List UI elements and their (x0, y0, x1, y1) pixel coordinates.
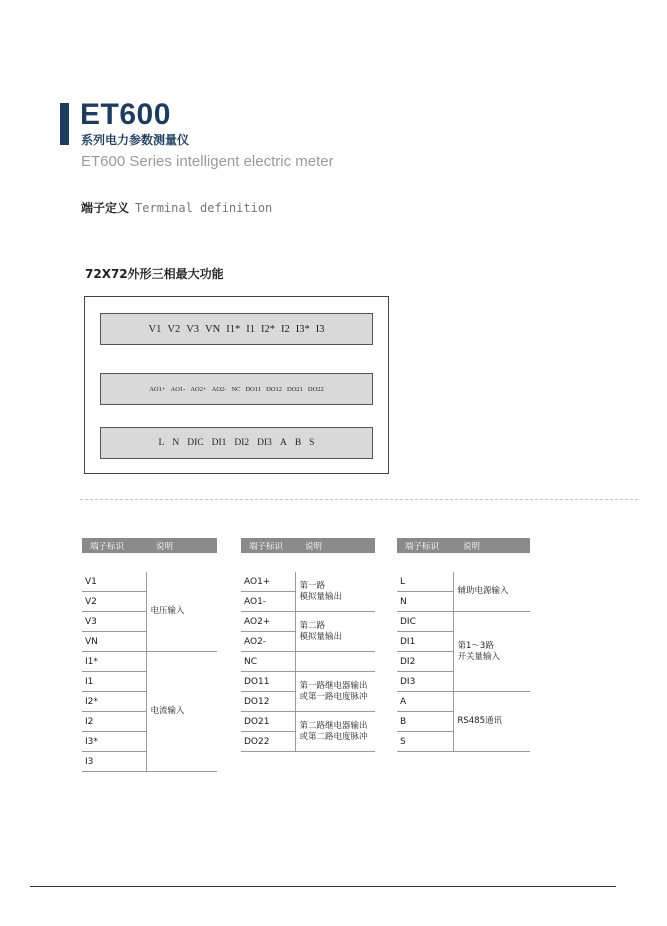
footer-rule (30, 886, 616, 887)
subsection-title: 72X72外形三相最大功能 (85, 267, 224, 281)
table-cell-terminal: N (397, 592, 453, 612)
product-english-name: ET600 Series intelligent electric meter (81, 153, 334, 170)
desc-line: 模拟量输出 (299, 591, 343, 602)
dashed-divider (80, 499, 638, 500)
terminal-label: AO1- (170, 385, 186, 393)
terminal-label: DO12 (266, 385, 283, 393)
table-cell-terminal: V2 (82, 592, 146, 612)
table-cell-terminal: DI1 (397, 632, 453, 652)
terminal-strip-power-inputs (100, 427, 373, 459)
table-cell-terminal: VN (82, 632, 146, 652)
desc-line: 辅助电源输入 (457, 586, 509, 596)
desc-line: 开关量输入 (457, 651, 501, 662)
terminal-label: DO22 (307, 385, 324, 393)
table-cell-terminal: I3 (82, 752, 146, 772)
section-title-en: Terminal definition (135, 201, 273, 215)
terminal-strip-voltage-current (100, 313, 373, 345)
terminal-label: DI2 (234, 438, 250, 448)
terminal-label: DO21 (287, 385, 303, 393)
terminal-diagram (84, 296, 389, 474)
table-cell-desc (453, 692, 530, 752)
table-cell-terminal: B (397, 712, 453, 732)
desc-line: RS485通讯 (457, 716, 503, 726)
terminal-label: I2 (280, 323, 290, 335)
table-cell-desc: 电流输入 (146, 652, 217, 772)
table-cell-terminal: AO1- (241, 592, 295, 612)
terminal-label: V2 (167, 323, 181, 335)
desc-line: 第二路继电器输出 (299, 720, 368, 731)
table-cell-desc (453, 612, 530, 692)
table-cell-desc: 电压输入 (146, 572, 217, 652)
table-cell-terminal: AO1+ (241, 572, 295, 592)
table-header-terminal: 端子标识 (397, 538, 453, 553)
table-cell-terminal: DI2 (397, 652, 453, 672)
terminal-label: I1* (226, 323, 241, 335)
table-cell-terminal: DO22 (241, 732, 295, 752)
table-cell-terminal: I1* (82, 652, 146, 672)
terminal-label: AO2- (211, 385, 227, 393)
terminal-label: A (279, 438, 287, 448)
table-cell-terminal: DO11 (241, 672, 295, 692)
table-cell-terminal: I1 (82, 672, 146, 692)
desc-line: 第一路继电器输出 (299, 680, 368, 691)
terminal-label: L (158, 438, 165, 448)
terminal-label: AO2+ (190, 385, 207, 393)
terminal-label: V3 (186, 323, 200, 335)
terminal-label: DI1 (211, 438, 227, 448)
terminal-label: V1 (148, 323, 162, 335)
terminal-table-2 (241, 538, 375, 752)
table-cell-terminal: AO2+ (241, 612, 295, 632)
terminal-label: S (309, 438, 315, 448)
desc-line: 模拟量输出 (299, 631, 343, 642)
table-header-terminal: 端子标识 (82, 538, 146, 553)
terminal-label: VN (205, 323, 221, 335)
table-cell-desc (295, 712, 375, 752)
terminal-label: NC (231, 385, 241, 393)
table-header-terminal: 端子标识 (241, 538, 295, 553)
table-cell-terminal: I2 (82, 712, 146, 732)
section-title (81, 200, 272, 216)
table-cell-terminal: V1 (82, 572, 146, 592)
desc-line: 第二路 (299, 620, 326, 631)
terminal-label: I2* (260, 323, 275, 335)
table-cell-terminal: DO12 (241, 692, 295, 712)
terminal-label: DO11 (245, 385, 262, 393)
table-cell-desc (295, 612, 375, 652)
desc-line: 或第二路电度脉冲 (299, 731, 368, 742)
terminal-strip-outputs (100, 373, 373, 405)
terminal-label: B (294, 438, 302, 448)
table-cell-desc (295, 572, 375, 612)
desc-line: 第1～3路 (457, 640, 494, 651)
terminal-label: DI3 (257, 438, 272, 448)
table-cell-terminal: AO2- (241, 632, 295, 652)
table-header-desc: 说明 (295, 538, 375, 553)
table-cell-terminal: I3* (82, 732, 146, 752)
terminal-table-3 (397, 538, 530, 752)
product-title: ET600 (80, 98, 171, 131)
table-cell-terminal: A (397, 692, 453, 712)
product-subtitle: 系列电力参数测量仪 (81, 133, 190, 147)
table-cell-terminal: NC (241, 652, 295, 672)
terminal-label: I1 (246, 323, 255, 335)
header-accent-bar (60, 103, 69, 145)
terminal-label: I3* (295, 323, 310, 335)
table-cell-terminal: S (397, 732, 453, 752)
table-cell-terminal: DIC (397, 612, 453, 632)
table-cell-terminal: DO21 (241, 712, 295, 732)
table-cell-terminal: L (397, 572, 453, 592)
terminal-label: AO1+ (149, 385, 166, 393)
table-cell-desc (453, 572, 530, 612)
table-cell-terminal: V3 (82, 612, 146, 632)
desc-line: 或第一路电度脉冲 (299, 691, 368, 702)
table-header-desc: 说明 (146, 538, 217, 553)
desc-line: 第一路 (299, 580, 326, 591)
table-cell-desc (295, 672, 375, 712)
table-cell-terminal: DI3 (397, 672, 453, 692)
terminal-label: I3 (315, 323, 325, 335)
terminal-label: N (172, 438, 180, 448)
table-cell-desc (295, 652, 375, 672)
table-cell-terminal: I2* (82, 692, 146, 712)
terminal-table-1 (82, 538, 217, 772)
table-header-desc: 说明 (453, 538, 530, 553)
terminal-label: DIC (187, 438, 204, 448)
section-title-cn: 端子定义 (81, 201, 130, 215)
